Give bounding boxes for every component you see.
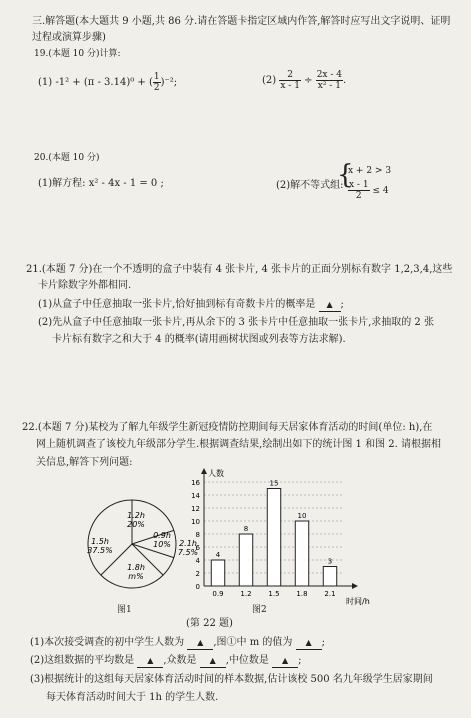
y-tick-label: 12 [191,505,200,513]
q19-part1: (1) -1² + (π - 3.14)⁰ + ( $\frac{1}{2}$ )⁻²; [38,72,178,93]
q21-part1: (1)从盒子中任意抽取一张卡片,恰好抽到标有奇数卡片的概率是 ▲ ; [38,299,344,310]
brace-icon: { [337,160,354,190]
x-tick-label: 2.1 [324,590,336,598]
pie-slice-label: 1.5h [91,537,109,546]
q21-line2: 卡片除数字外都相同. [38,280,132,291]
answer-blank: ▲ [272,655,298,668]
pie-slice-label: 0.9h [153,531,171,540]
bar [323,567,336,587]
pie-slice-percent: 37.5% [87,546,113,555]
bar [295,521,308,586]
bar-data-label: 10 [297,512,307,520]
y-tick-label: 10 [191,518,200,526]
y-tick-label: 14 [191,492,200,500]
x-axis-label: 时间/h [346,597,370,606]
y-axis-label: 人数 [208,469,224,478]
answer-blank: ▲ [296,637,322,650]
q22-q3a: (3)根据统计的这组每天居家体育活动时间的样本数据,估计该校 500 名九年级学生居家期间 [30,674,433,685]
bar-data-label: 4 [215,551,221,559]
y-tick-label: 4 [195,557,200,565]
bar-data-label: 15 [269,479,279,488]
pie-slice-percent: m% [128,572,144,581]
pie-slice-percent: 20% [127,520,145,529]
q21-part2a: (2)先从盒子中任意抽取一张卡片,再从余下的 3 张卡片中任意抽取一张卡片,求抽取的 2 张 [38,317,434,328]
bar [211,560,224,586]
q22-caption: (第 22 题) [186,618,233,629]
x-axis-arrow-icon [352,583,358,589]
pie-slice-percent: 10% [153,540,171,549]
q19-fraction-1: $\frac{2}{x - 1}$ [280,70,300,91]
q20-part2-label: (2)解不等式组: [276,180,344,191]
bar-data-label: 3 [327,557,333,566]
x-tick-label: 0.9 [212,590,224,598]
section-title: 三.解答题(本大题共 9 小题,共 86 分.请在答题卡指定区域内作答,解答时应写出文字说明、证明 [32,16,451,27]
bar [239,534,252,586]
q22-q2: (2)这组数据的平均数是 ▲ ,众数是 ▲ ,中位数是 ▲ ; [30,655,302,666]
q20-inequality-1: x + 2 > 3 [348,166,392,176]
bar-chart [177,468,370,610]
y-tick-label: 16 [191,479,200,487]
y-tick-label: 8 [195,531,200,539]
q22-q3b: 每天体育活动时间大于 1h 的学生人数. [46,692,219,703]
pie-slice-percent: 7.5% [177,548,199,557]
q19-part2: (2) $\frac{2}{x - 1}$ ÷ $\frac{2x - 4}{\text{x² - 1}}$ . [262,70,347,91]
answer-blank: ▲ [137,655,163,668]
pie-slice-label: 1.2h [127,511,145,520]
q21-part2b: 卡片标有数字之和大于 4 的概率(请用画树状图或列表等方法求解). [52,334,346,345]
pie-slice-label: 2.1h [179,539,197,548]
bar [267,489,280,587]
y-tick-label: 0 [195,583,200,591]
q19-fraction-half: $\frac{1}{2}$ [153,72,160,93]
q19-fraction-2: $\frac{2x - 4}{\text{x² - 1}}$ [316,70,342,91]
bar-data-label: 8 [243,525,249,533]
y-tick-label: 6 [195,544,200,552]
y-axis-arrow-icon [201,468,207,474]
q22-q1: (1)本次接受调查的初中学生人数为 ▲ ,图①中 m 的值为 ▲ ; [30,637,325,648]
q19-header: 19.(本题 10 分)计算: [34,49,121,59]
q20-header: 20.(本题 10 分) [34,153,100,163]
q20-part1: (1)解方程: x² - 4x - 1 = 0 ; [38,178,164,189]
answer-blank: ▲ [319,299,341,312]
section-title-cont: 过程或演算步骤) [32,32,106,43]
figure1-label: 图1 [117,605,132,615]
pie-slice-label: 1.8h [127,563,145,572]
q22-line3: 关信息,解答下列问题: [36,457,133,468]
q22-line2: 网上随机调查了该校九年级部分学生.根据调查结果,绘制出如下的统计图 1 和图 2. 请根据相 [36,439,441,450]
x-tick-label: 1.8 [296,590,308,598]
figure2-label: 图2 [252,605,267,615]
q22-line1: 22.(本题 7 分)某校为了解九年级学生新冠疫情防控期间每天居家体育活动的时间(单位: h),在 [22,422,433,433]
answer-blank: ▲ [200,655,226,668]
y-tick-label: 2 [195,570,200,578]
x-tick-label: 1.2 [240,590,252,598]
q21-line1: 21.(本题 7 分)在一个不透明的盒子中装有 4 张卡片, 4 张卡片的正面分别标有数字 1,2,3,4,这些 [26,264,453,275]
answer-blank: ▲ [187,637,213,650]
q20-inequality-2: $\frac{x - 1}{2}$ ≤ 4 [349,180,389,201]
x-tick-label: 1.5 [268,590,280,598]
